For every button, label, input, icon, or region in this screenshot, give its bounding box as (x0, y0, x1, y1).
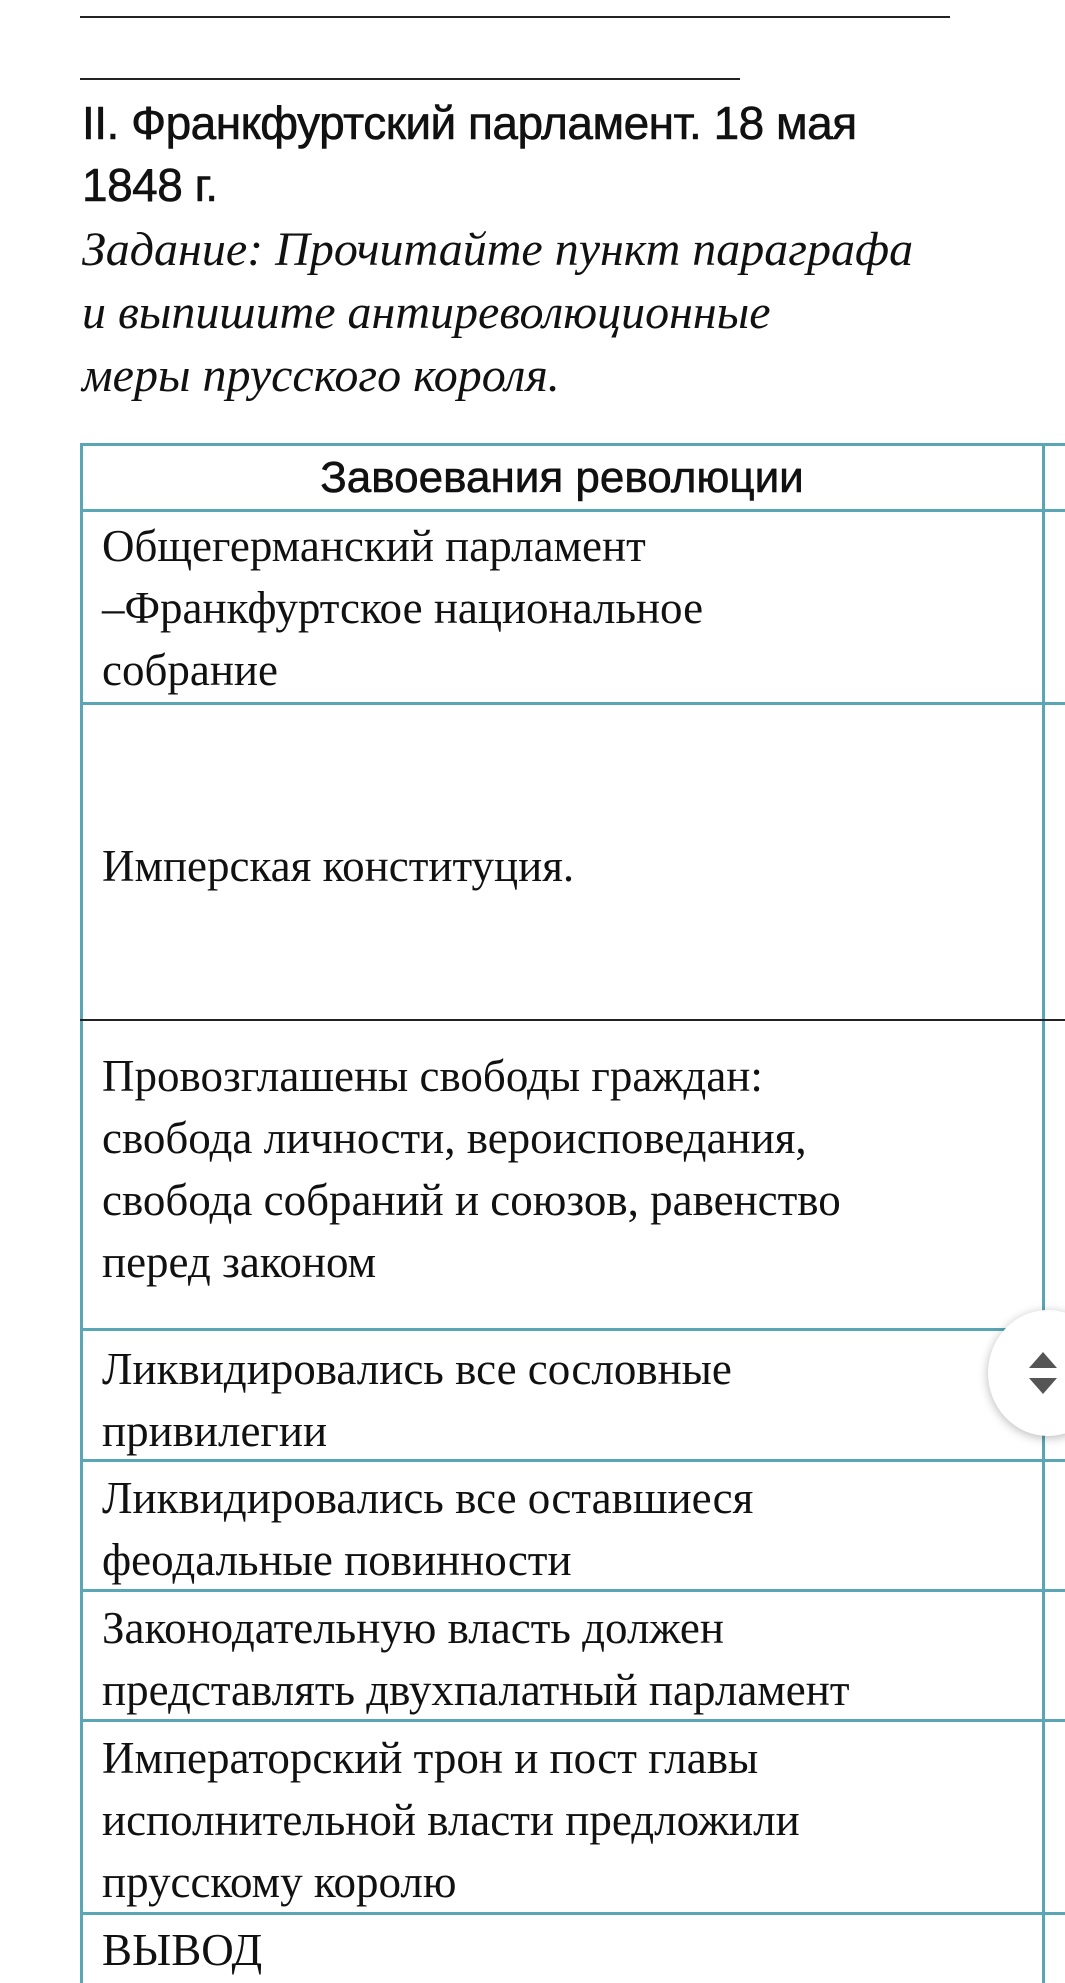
scroll-up-down-icon (1028, 1350, 1058, 1396)
table-border-left (80, 443, 83, 1983)
table-row-bicameral-parliament: Законодательную власть должен представлять двухпалатный парламент (102, 1603, 850, 1715)
revolution-table (80, 443, 1065, 1983)
section-heading-line-1: II. Франкфуртский парламент. 18 мая (82, 97, 857, 149)
table-row-imperial-throne: Императорский трон и пост главы исполнительной власти предложили прусскому королю (102, 1733, 800, 1907)
table-column-divider (1042, 443, 1045, 1983)
task-line-3: меры прусского короля. (82, 349, 560, 402)
task-line-1: Задание: Прочитайте пункт параграфа (82, 223, 914, 276)
answer-line-1 (80, 16, 950, 18)
row-divider (80, 1719, 1065, 1722)
section-heading (82, 92, 1022, 216)
table-header-cell: Завоевания революции (320, 453, 804, 502)
row-divider (80, 1912, 1065, 1915)
task-instruction (82, 218, 1002, 407)
table-row-conclusion: ВЫВОД (102, 1925, 263, 1975)
answer-line-2 (80, 78, 740, 80)
row-divider-dark (80, 1019, 1065, 1021)
table-row-feudal-duties: Ликвидировались все оставшиеся феодальные повинности (102, 1473, 754, 1585)
row-divider (80, 1459, 1065, 1462)
table-row-constitution: Имперская конституция. (102, 841, 575, 891)
task-line-2: и выпишите антиреволюционные (82, 286, 771, 339)
row-divider (80, 702, 1065, 705)
row-divider (80, 1589, 1065, 1592)
row-divider (80, 509, 1065, 512)
table-row-privileges: Ликвидировались все сословные привилегии (102, 1344, 732, 1456)
section-heading-line-2: 1848 г. (82, 159, 218, 211)
table-row-freedoms: Провозглашены свободы граждан: свобода личности, вероисповедания, свобода собраний и союзов, равенство перед законом (102, 1051, 841, 1287)
table-row-parliament: Общегерманский парламент –Франкфуртское национальное собрание (102, 521, 704, 695)
row-divider (80, 1328, 1065, 1331)
